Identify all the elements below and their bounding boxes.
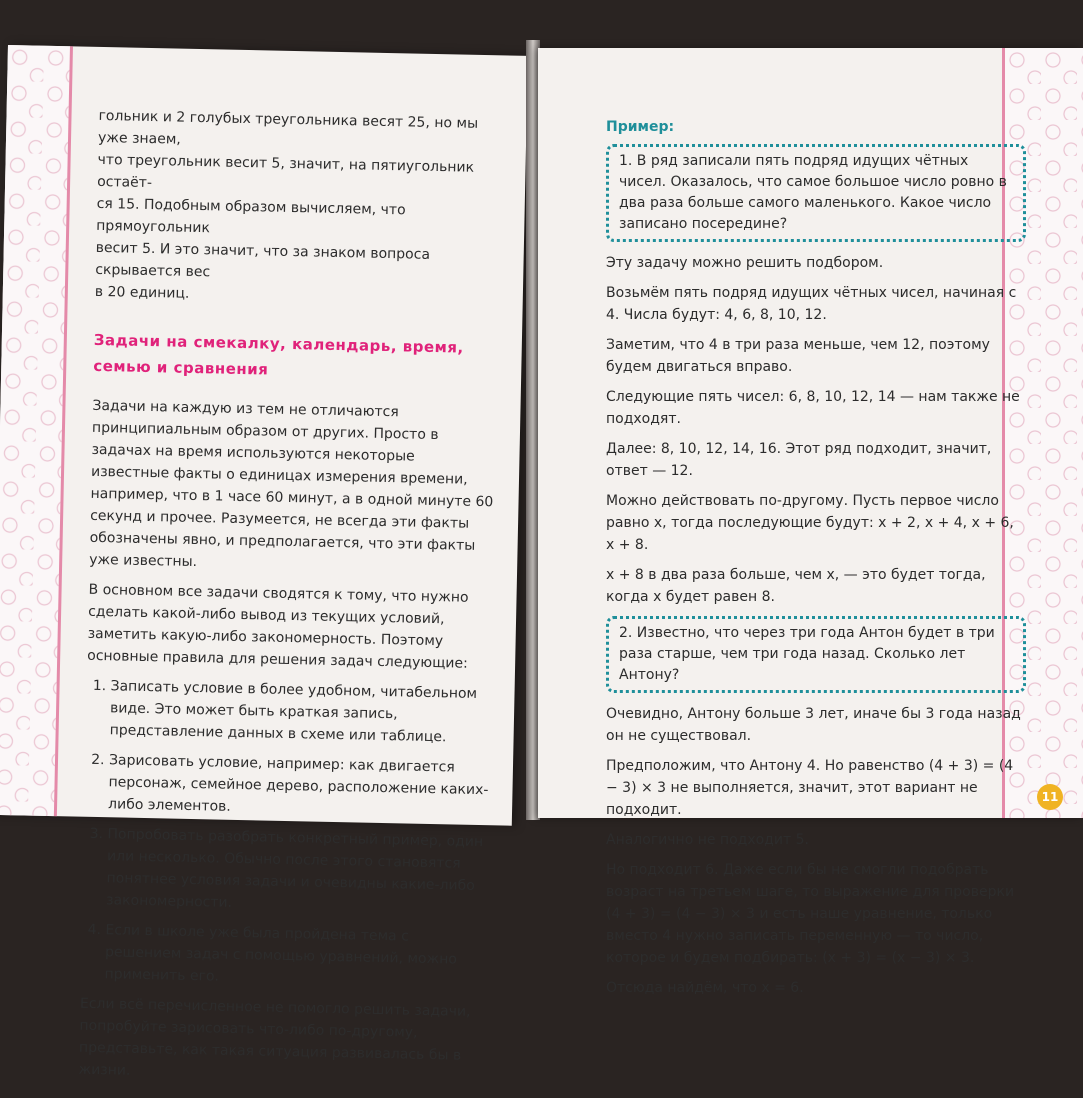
solution-paragraph: Очевидно, Антону больше 3 лет, иначе бы 3 года назад он не существовал. <box>606 706 1021 744</box>
intro-line: что треугольник весит 5, значит, на пятиугольник остаёт- <box>96 151 475 192</box>
paragraph: Если всё перечисленное не помогло решить задачи, попробуйте зарисовать что-либо по-другому, представьте, как такая ситуация развивалась бы в жизни. <box>78 995 471 1079</box>
task-box: 1. В ряд записали пять подряд идущих чётных чисел. Оказалось, что самое большое число ровно в два раза больше самого маленького. Какое число записано посередине? <box>606 144 1026 242</box>
intro-line: в 20 единиц. <box>94 283 190 302</box>
right-text-column <box>606 116 1026 1007</box>
section-title <box>93 327 499 387</box>
solution-paragraph: Следующие пять чисел: 6, 8, 10, 12, 14 — нам также не подходят. <box>606 389 1020 427</box>
rule-item: 2. Зарисовать условие, например: как двигается персонаж, семейное дерево, расположение каких-либо элементов. <box>108 749 490 823</box>
solution-paragraph: Эту задачу можно решить подбором. <box>606 255 884 271</box>
section-title-line: семью и сравнения <box>93 356 269 379</box>
left-text-column <box>78 105 504 1097</box>
intro-line: гольник и 2 голубых треугольника весят 25, но мы уже знаем, <box>97 107 479 148</box>
rule-item: 3. Попробовать разобрать конкретный пример, один или несколько. Обычно после этого становятся понятнее условия задачи и очевидны какие-либо закономерности. <box>106 823 489 919</box>
solution-paragraph: Отсюда найдём, что x = 6. <box>606 980 804 996</box>
rules-list <box>80 675 491 993</box>
intro-line: ся 15. Подобным образом вычисляем, что прямоугольник <box>96 195 406 237</box>
solution-paragraph: Далее: 8, 10, 12, 14, 16. Этот ряд подходит, значит, ответ — 12. <box>606 441 992 479</box>
rule-item: 1. Записать условие в более удобном, читабельном виде. Это может быть краткая запись, представление данных в схеме или таблице. <box>109 675 491 749</box>
intro-paragraph <box>95 105 504 311</box>
intro-line: весит 5. И это значит, что за знаком вопроса скрывается вес <box>95 239 431 281</box>
page-number-badge: 11 <box>1037 784 1063 810</box>
solution-paragraph: Но подходит 6. Даже если бы не смогли подобрать возраст на третьем шаге, то выражение для проверки (4 + 3) = (4 − 3) × 3 и есть наше уравнение, только вместо 4 нужно записать переменную — то число, которое и будем подбирать: (x + 3) = (x − 3) × 3. <box>606 862 1015 966</box>
rule-item: 4. Если в школе уже была пройдена тема с решением задач с помощью уравнений, можно применить его. <box>104 919 486 993</box>
section-title-line: Задачи на смекалку, календарь, время, <box>93 330 464 357</box>
puzzle-border-decoration <box>0 45 70 816</box>
solution-paragraph: Предположим, что Антону 4. Но равенство (4 + 3) = (4 − 3) × 3 не выполняется, значит, этот вариант не подходит. <box>606 758 1014 818</box>
solution-paragraph: Аналогично не подходит 5. <box>606 832 809 848</box>
task-box: 2. Известно, что через три года Антон будет в три раза старше, чем три года назад. Сколько лет Антону? <box>606 616 1026 693</box>
example-label: Пример: <box>606 119 675 135</box>
solution-paragraph: Можно действовать по-другому. Пусть первое число равно x, тогда последующие будут: x + 2, x + 4, x + 6, x + 8. <box>606 493 1014 553</box>
solution-paragraph: Заметим, что 4 в три раза меньше, чем 12, поэтому будем двигаться вправо. <box>606 337 990 375</box>
right-page <box>538 48 1083 996</box>
paragraph: Задачи на каждую из тем не отличаются принципиальным образом от других. Просто в задачах на время используются некоторые известные факты о единицах измерения времени, например, что в 1 часе 60 минут, а в одной минуте 60 секунд и прочее. Разумеется, не всегда эти факты обозначены явно, и предполагается, что эти факты уже известны. <box>89 397 494 571</box>
left-page <box>0 45 528 1079</box>
solution-paragraph: Возьмём пять подряд идущих чётных чисел, начиная с 4. Числа будут: 4, 6, 8, 10, 12. <box>606 285 1017 323</box>
paragraph: В основном все задачи сводятся к тому, что нужно сделать какой-либо вывод из текущих условий, заметить какую-либо закономерность. Поэтому основные правила для решения задач следующие: <box>87 581 469 672</box>
solution-paragraph: x + 8 в два раза больше, чем x, — это будет тогда, когда x будет равен 8. <box>606 567 986 605</box>
